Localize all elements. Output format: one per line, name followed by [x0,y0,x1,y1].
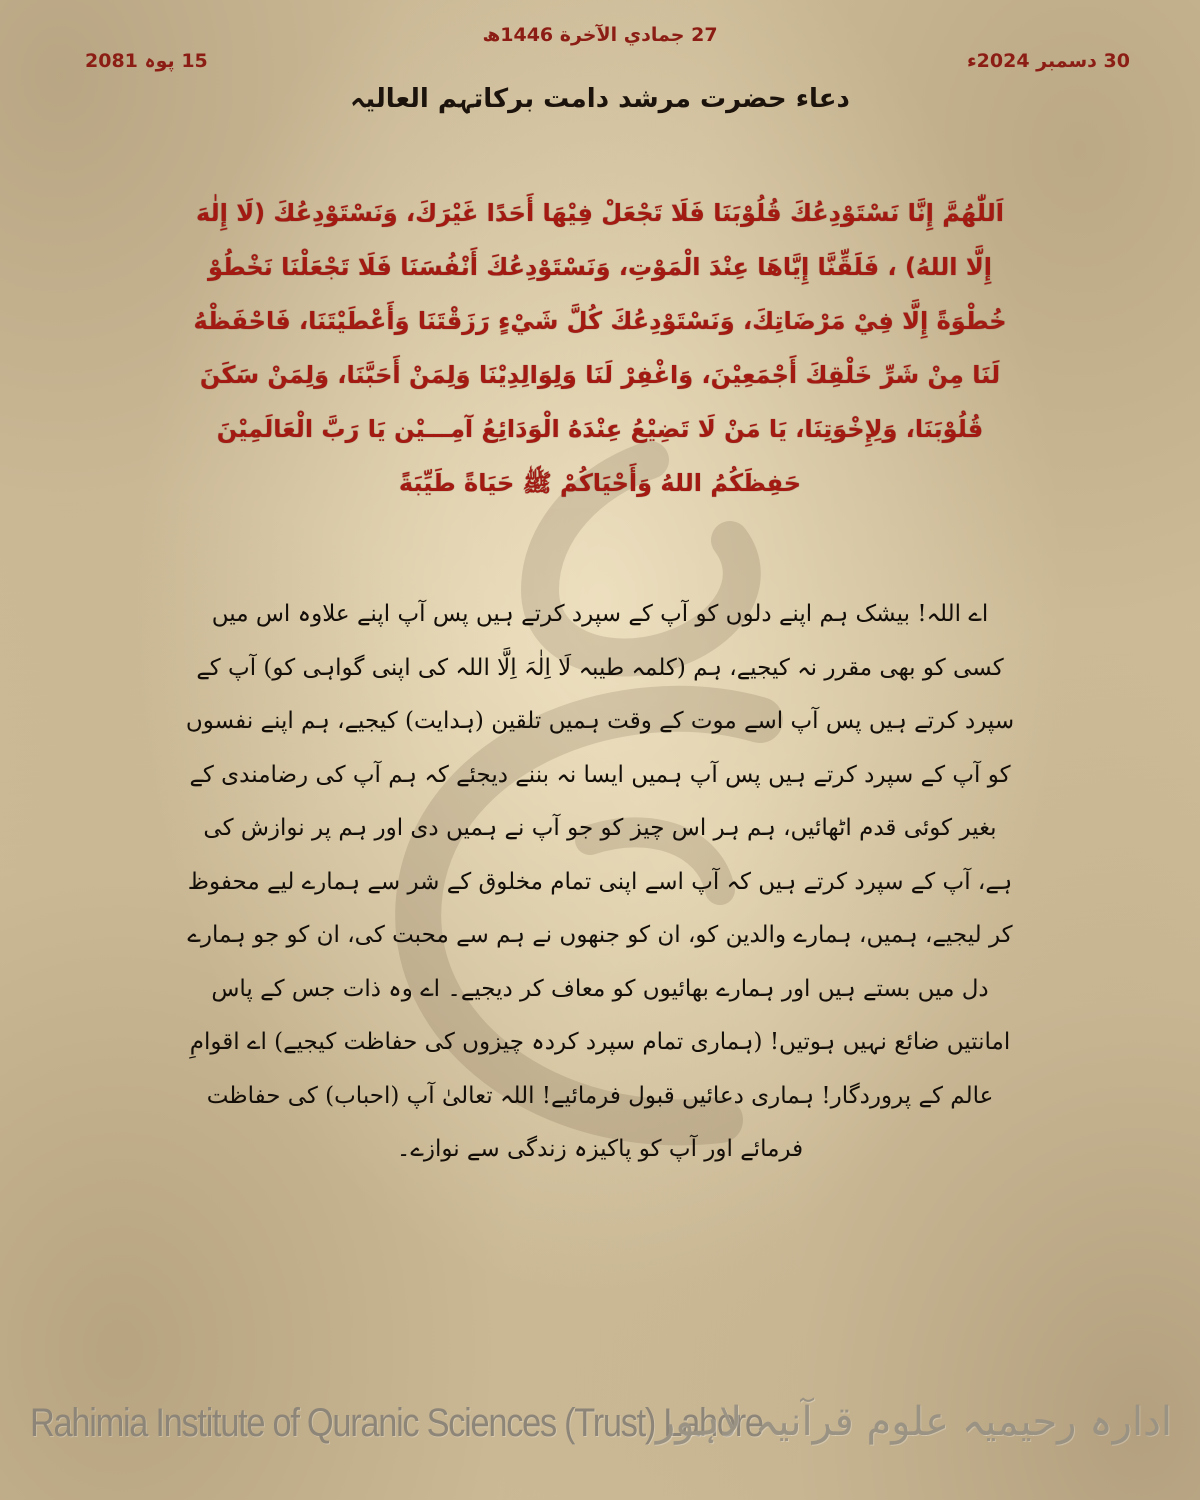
urdu-translation-text: اے اللہ! بیشک ہم اپنے دلوں کو آپ کے سپرد کرتے ہیں پس آپ اپنے علاوہ اس میں کسی کو بھی مقرر نہ کیجیے، ہم (کلمہ طیبہ لَا اِلٰہَ اِلَّا اللہ کی اپنی گواہی کو) آپ کے سپرد کرتے ہیں پس آپ اسے موت کے وقت ہمیں تلقین (ہدایت) کیجیے، ہم اپنے نفسوں کو آپ کے سپرد کرتے ہیں پس آپ ہمیں ایسا نہ بننے دیجئے کہ ہم آپ کی رضامندی کے بغیر کوئی قدم اٹھائیں، ہم ہر اس چیز کو جو آپ نے ہمیں دی اور ہم پر نوازش کی ہے، آپ کے سپرد کرتے ہیں کہ آپ اسے اپنی تمام مخلوق کے شر سے ہمارے لیے محفوظ کر لیجیے، ہمیں، ہمارے والدین کو، ان کو جنھوں نے ہم سے محبت کی، ان کو جو ہمارے دل میں بستے ہیں اور ہمارے بھائیوں کو معاف کر دیجیے۔ اے وہ ذات جس کے پاس امانتیں ضائع نہیں ہوتیں! (ہماری تمام سپرد کردہ چیزوں کی حفاظت کیجیے) اے اقوامِ عالم کے پروردگار! ہماری دعائیں قبول فرمائیے! اللہ تعالیٰ آپ (احباب) کی حفاظت فرمائے اور آپ کو پاکیزہ زندگی سے نوازے۔ [185,601,1015,1162]
institute-name-urdu-logo: ادارہ رحیمیہ علوم قرآنیہ لاہور [655,1399,1172,1445]
institute-name-english: Rahimia Institute of Quranic Sciences (Trust) Lahore [30,1401,763,1445]
footer [0,1395,1200,1475]
page-title: دعاء حضرت مرشد دامت برکاتہم العالیہ [350,84,850,114]
gregorian-date: 30 دسمبر 2024ء [966,50,1130,72]
hijri-date: 27 جمادي الآخرة 1446ھ [482,24,718,46]
arabic-dua-text: اَللّٰهُمَّ إِنَّا نَسْتَوْدِعُكَ قُلُوْبَنَا فَلَا تَجْعَلْ فِيْهَا أَحَدًا غَيْرَكَ، وَنَسْتَوْدِعُكَ (لَا إِلٰهَ إِلَّا اللهُ) ، فَلَقِّنَّا إِيَّاهَا عِنْدَ الْمَوْتِ، وَنَسْتَوْدِعُكَ أَنْفُسَنَا فَلَا تَجْعَلْنَا نَخْطُوْ خُطْوَةً إِلَّا فِيْ مَرْضَاتِكَ، وَنَسْتَوْدِعُكَ كُلَّ شَيْءٍ رَزَقْتَنَا وَأَعْطَيْتَنَا، فَاحْفَظْهُ لَنَا مِنْ شَرِّ خَلْقِكَ أَجْمَعِيْنَ، وَاغْفِرْ لَنَا وَلِوَالِدِيْنَا وَلِمَنْ أَحَبَّنَا، وَلِمَنْ سَكَنَ قُلُوْبَنَا، وَلِإِخْوَتِنَا، يَا مَنْ لَا تَضِيْعُ عِنْدَهُ الْوَدَائِعُ آمِـــيْن يَا رَبَّ الْعَالَمِيْنَ حَفِظَكُمُ اللهُ وَأَحْيَاكُمْ ﷺ حَيَاةً طَيِّبَةً [193,199,1007,497]
bikrami-date: 15 پوہ 2081 [85,50,208,72]
